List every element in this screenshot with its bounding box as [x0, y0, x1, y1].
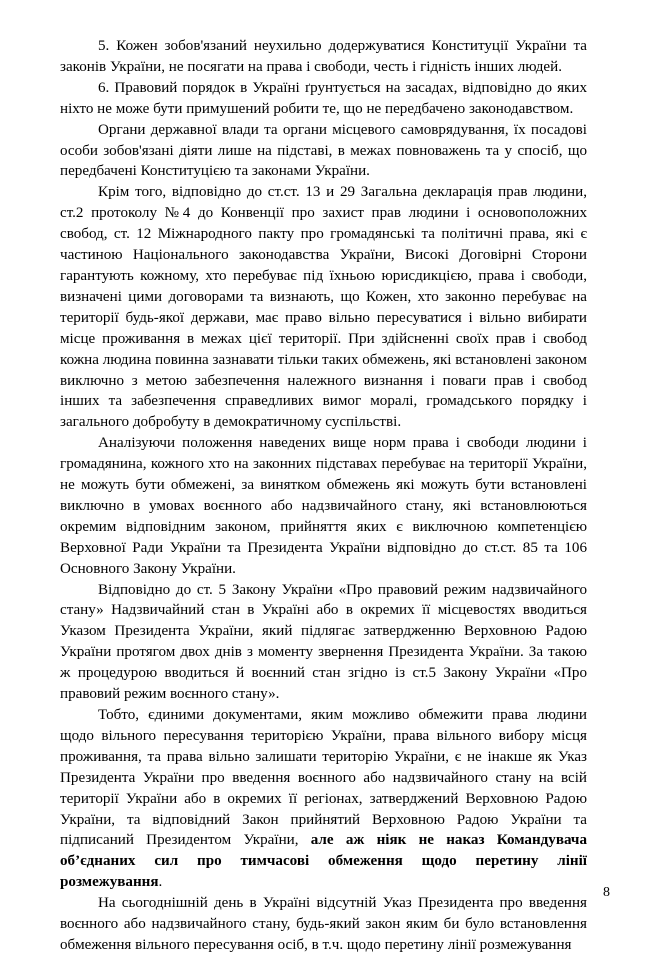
conclusion-text-emphasis: але аж ніяк не наказ Командувача об’єднаних сил про тимчасові обмеження щодо перетину лінії розмежування — [60, 832, 587, 891]
paragraph-state-authorities: Органи державної влади та органи місцевого самоврядування, їх посадові особи зобов'язані діяти лише на підставі, в межах повноважень та у спосіб, що передбачені Конституцією та законами України. — [60, 121, 587, 180]
paragraph-today-status: На сьогоднішній день в Україні відсутній Указ Президента про введення воєнного або надзвичайного стану, будь-який закон яким би було встановлення обмеження вільного пересування осіб, в т.ч. щодо перетину лінії розмежування — [60, 895, 587, 953]
conclusion-text-lead: Тобто, єдиними документами, яким можливо обмежити права людини щодо вільного пересування територією України, права вільного вибору місця проживання, та права вільно залишати територію України, є не інакше як Указ Президента України про введення воєнного або надзвичайного стану на всій території України або в окремих її регіонах, затверджений Верховною Радою України, та відповідний Закон прийнятий Верховною Радою України та підписаний Президентом України, — [60, 707, 587, 849]
document-body — [60, 36, 587, 955]
page-number: 8 — [603, 885, 610, 900]
paragraph-emergency-regime-law: Відповідно до ст. 5 Закону України «Про правовий режим надзвичайного стану» Надзвичайний стан в Україні або в окремих її місцевостях вводиться Указом Президента України, який підлягає затвердженню Верховною Радою України протягом двох днів з моменту звернення Президента України. За такою ж процедурою вводиться й воєнний стан згідно із ст.5 Закону України «Про правовий режим воєнного стану». — [60, 581, 587, 703]
paragraph-analysis: Аналізуючи положення наведених вище норм права і свободи людини і громадянина, кожного хто на законних підставах перебуває на території України, не можуть бути обмежені, за винятком обмежень які можуть бути встановлені виключно в умовах воєнного або надзвичайного стану, які встановлюються окремим відповідним законом, прийняття яких є виключною компетенцією Верховної Ради України та Президента України відповідно до ст.ст. 85 та 106 Основного Закону України. — [60, 435, 587, 577]
paragraph-clause-6: 6. Правовий порядок в Україні ґрунтується на засадах, відповідно до яких ніхто не може бути примушений робити те, що не передбачено законодавством. — [60, 79, 587, 117]
conclusion-text-tail: . — [158, 874, 163, 891]
paragraph-clause-5: 5. Кожен зобов'язаний неухильно додержуватися Конституції України та законів України, не посягати на права і свободи, честь і гідність інших людей. — [60, 38, 587, 75]
paragraph-international-norms: Крім того, відповідно до ст.ст. 13 и 29 Загальна декларація прав людини, ст.2 протоколу №4 до Конвенції про захист прав людини і основоположних свобод, ст. 12 Міжнародного пакту про громадянські та політичні права, які є частиною Національного законодавства України, Високі Договірні Сторони гарантують кожному, хто перебуває під їхньою юрисдикцією, права і свободи, визначені цими договорами та визнають, що Кожен, хто законно перебуває на території будь-якої держави, має право вільно пересуватися і вільно вибирати місце проживання в межах цієї території. При здійсненні своїх прав і свобод кожна людина повинна зазнавати тільки таких обмежень, які встановлені законом виключно з метою забезпечення належного визнання і поваги прав і свобод інших та забезпечення справедливих вимог моралі, громадського порядку і загального добробуту в демократичному суспільстві. — [60, 184, 587, 431]
paragraph-conclusion-documents — [60, 705, 587, 893]
